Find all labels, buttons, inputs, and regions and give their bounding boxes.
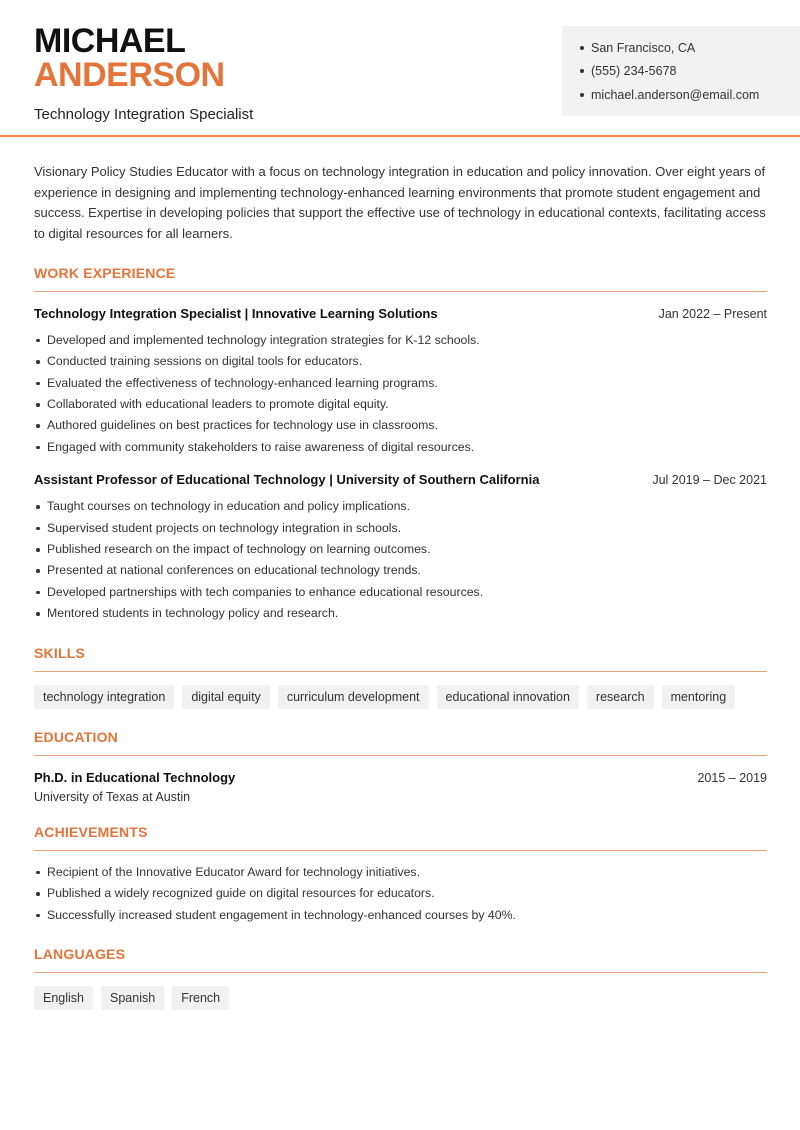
list-item: Taught courses on technology in education and policy implications. [34,496,767,517]
contact-location [580,36,800,60]
language-tags [34,986,767,1010]
skill-tag: digital equity [182,685,270,709]
section-title: WORK EXPERIENCE [34,265,767,292]
list-item: Supervised student projects on technology integration in schools. [34,518,767,539]
last-name: ANDERSON [34,56,225,94]
skill-tag: mentoring [662,685,736,709]
list-item: Published a widely recognized guide on digital resources for educators. [34,883,767,904]
education-date: 2015 – 2019 [697,770,767,785]
skill-tag: educational innovation [437,685,579,709]
job-title: Assistant Professor of Educational Technology | University of Southern California [34,472,540,488]
skill-tag: curriculum development [278,685,429,709]
location-text: San Francisco, CA [591,40,696,55]
section-title: LANGUAGES [34,946,767,973]
section-title: EDUCATION [34,729,767,756]
list-item: Mentored students in technology policy and research. [34,603,767,624]
school: University of Texas at Austin [34,789,191,804]
language-tag: French [172,986,229,1010]
summary: Visionary Policy Studies Educator with a focus on technology integration in education and policy innovation. Over eight years of experience in designing and implementing technology-enhanced learning environments that promote student engagement and success. Expertise in developing policies that support the effective use of technology in educational contexts, facilitating access to digital resources for all learners. [34,164,766,242]
job-role: Technology Integration Specialist [34,106,254,123]
resume-header [0,0,800,137]
job-bullets [34,496,767,624]
first-name: MICHAEL [34,22,186,60]
job-title: Technology Integration Specialist | Innovative Learning Solutions [34,305,438,321]
education-header [34,770,767,785]
language-tag: English [34,986,93,1010]
name-block [34,24,253,123]
achievement-bullets [34,862,767,926]
education-entry [34,770,767,804]
skills-section [34,645,767,709]
bullet-icon [580,93,584,97]
list-item: Presented at national conferences on educational technology trends. [34,560,767,581]
job-header [34,472,767,487]
skill-tag: research [587,685,654,709]
degree: Ph.D. in Educational Technology [34,769,236,785]
list-item: Authored guidelines on best practices for technology use in classrooms. [34,415,767,436]
job-header [34,306,767,321]
job-bullets [34,330,767,458]
job-date: Jan 2022 – Present [658,306,767,321]
section-title: ACHIEVEMENTS [34,824,767,851]
resume-body [34,162,767,1010]
bullet-icon [580,69,584,73]
phone-text: (555) 234-5678 [591,64,677,79]
achievements-section [34,824,767,926]
list-item: Conducted training sessions on digital tools for educators. [34,351,767,372]
list-item: Engaged with community stakeholders to raise awareness of digital resources. [34,437,767,458]
contact-box [562,26,800,116]
list-item: Developed and implemented technology integration strategies for K-12 schools. [34,330,767,351]
contact-email [580,83,800,107]
language-tag: Spanish [101,986,164,1010]
languages-section [34,946,767,1010]
skill-tags [34,685,767,709]
job-entry [34,472,767,624]
list-item: Collaborated with educational leaders to promote digital equity. [34,394,767,415]
list-item: Recipient of the Innovative Educator Award for technology initiatives. [34,862,767,883]
work-experience-section [34,265,767,625]
job-date: Jul 2019 – Dec 2021 [652,473,767,488]
list-item: Developed partnerships with tech companies to enhance educational resources. [34,582,767,603]
education-section [34,729,767,804]
list-item: Evaluated the effectiveness of technology-enhanced learning programs. [34,373,767,394]
email-text: michael.anderson@email.com [591,87,760,102]
contact-phone [580,60,800,84]
job-entry [34,306,767,458]
bullet-icon [580,46,584,50]
section-title: SKILLS [34,645,767,672]
list-item: Published research on the impact of technology on learning outcomes. [34,539,767,560]
list-item: Successfully increased student engagement in technology-enhanced courses by 40%. [34,905,767,926]
skill-tag: technology integration [34,685,174,709]
